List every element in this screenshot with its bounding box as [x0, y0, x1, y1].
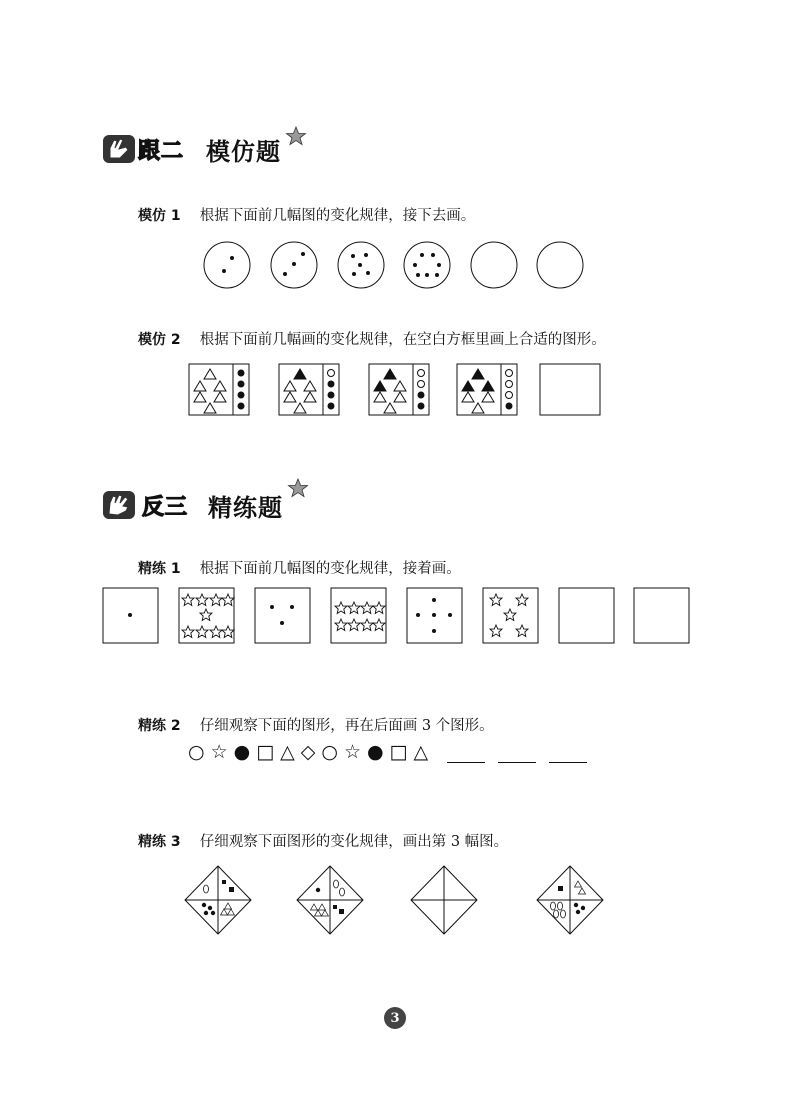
question-text: 仔细观察下面的图形，再在后面画 3 个图形。: [199, 718, 494, 734]
blank-answer-box[interactable]: [634, 588, 689, 643]
page-number-badge: 3: [384, 1007, 406, 1029]
diamond-2: [297, 866, 363, 934]
question-text: 根据下面前几幅图的变化规律，接着画。: [199, 561, 461, 577]
star-icon: [286, 126, 306, 146]
question-label: 模仿 1: [138, 208, 181, 224]
circle-dot-sequence: [200, 238, 590, 292]
pattern-box-2: [279, 364, 339, 415]
question-text: 根据下面前几幅图的变化规律，接下去画。: [199, 208, 476, 224]
answer-blank[interactable]: [498, 746, 536, 763]
hand-two-icon: [102, 134, 136, 164]
pattern-box-3: [255, 588, 310, 643]
hand-three-icon: [102, 490, 136, 520]
shape-sequence-row: [188, 741, 587, 763]
question-q5: [138, 830, 508, 851]
shape-sequence: ○☆●□△◇○☆●□△: [188, 741, 435, 763]
question-q3: [138, 557, 461, 578]
pattern-box-3: [369, 364, 429, 415]
answer-blank[interactable]: [549, 746, 587, 763]
pattern-box-1: [103, 588, 158, 643]
section-title: 精练题: [208, 494, 283, 522]
pattern-box-5: [407, 588, 462, 643]
question-label: 精练 2: [138, 718, 181, 734]
circle-3-dots: [271, 242, 317, 288]
diamond-3-answer[interactable]: [411, 866, 477, 934]
circle-7-dots: [404, 242, 450, 288]
question-label: 精练 1: [138, 561, 181, 577]
question-text: 仔细观察下面图形的变化规律，画出第 3 幅图。: [199, 834, 509, 850]
section-header-imitation: [102, 126, 322, 172]
blank-answer-box[interactable]: [540, 364, 600, 415]
section-title: 模仿题: [206, 138, 281, 166]
question-q1: [138, 204, 475, 225]
triangle-dot-boxes: [188, 363, 602, 417]
diamond-1: [185, 866, 251, 934]
question-q4: [138, 714, 494, 735]
question-label: 精练 3: [138, 834, 181, 850]
blank-answer-box[interactable]: [559, 588, 614, 643]
pattern-box-1: [189, 364, 249, 415]
pattern-box-4: [457, 364, 517, 415]
answer-blank[interactable]: [447, 746, 485, 763]
pattern-box-2: [179, 588, 234, 643]
blank-circle[interactable]: [471, 242, 517, 288]
question-text: 根据下面前几幅画的变化规律，在空白方框里画上合适的图形。: [199, 332, 606, 348]
question-q2: [138, 328, 606, 349]
dot-star-boxes: [102, 587, 692, 645]
blank-circle[interactable]: [537, 242, 583, 288]
question-label: 模仿 2: [138, 332, 181, 348]
circle-5-dots: [338, 242, 384, 288]
section-header-practice: [102, 478, 322, 524]
section-prefix: 反三: [142, 495, 189, 520]
diamond-sequence: [184, 864, 614, 936]
circle-2-dots: [204, 242, 250, 288]
section-prefix: 跟二: [138, 139, 185, 164]
star-icon: [288, 478, 308, 498]
diamond-4: [537, 866, 603, 934]
pattern-box-6: [483, 588, 538, 643]
pattern-box-4: [331, 588, 386, 643]
